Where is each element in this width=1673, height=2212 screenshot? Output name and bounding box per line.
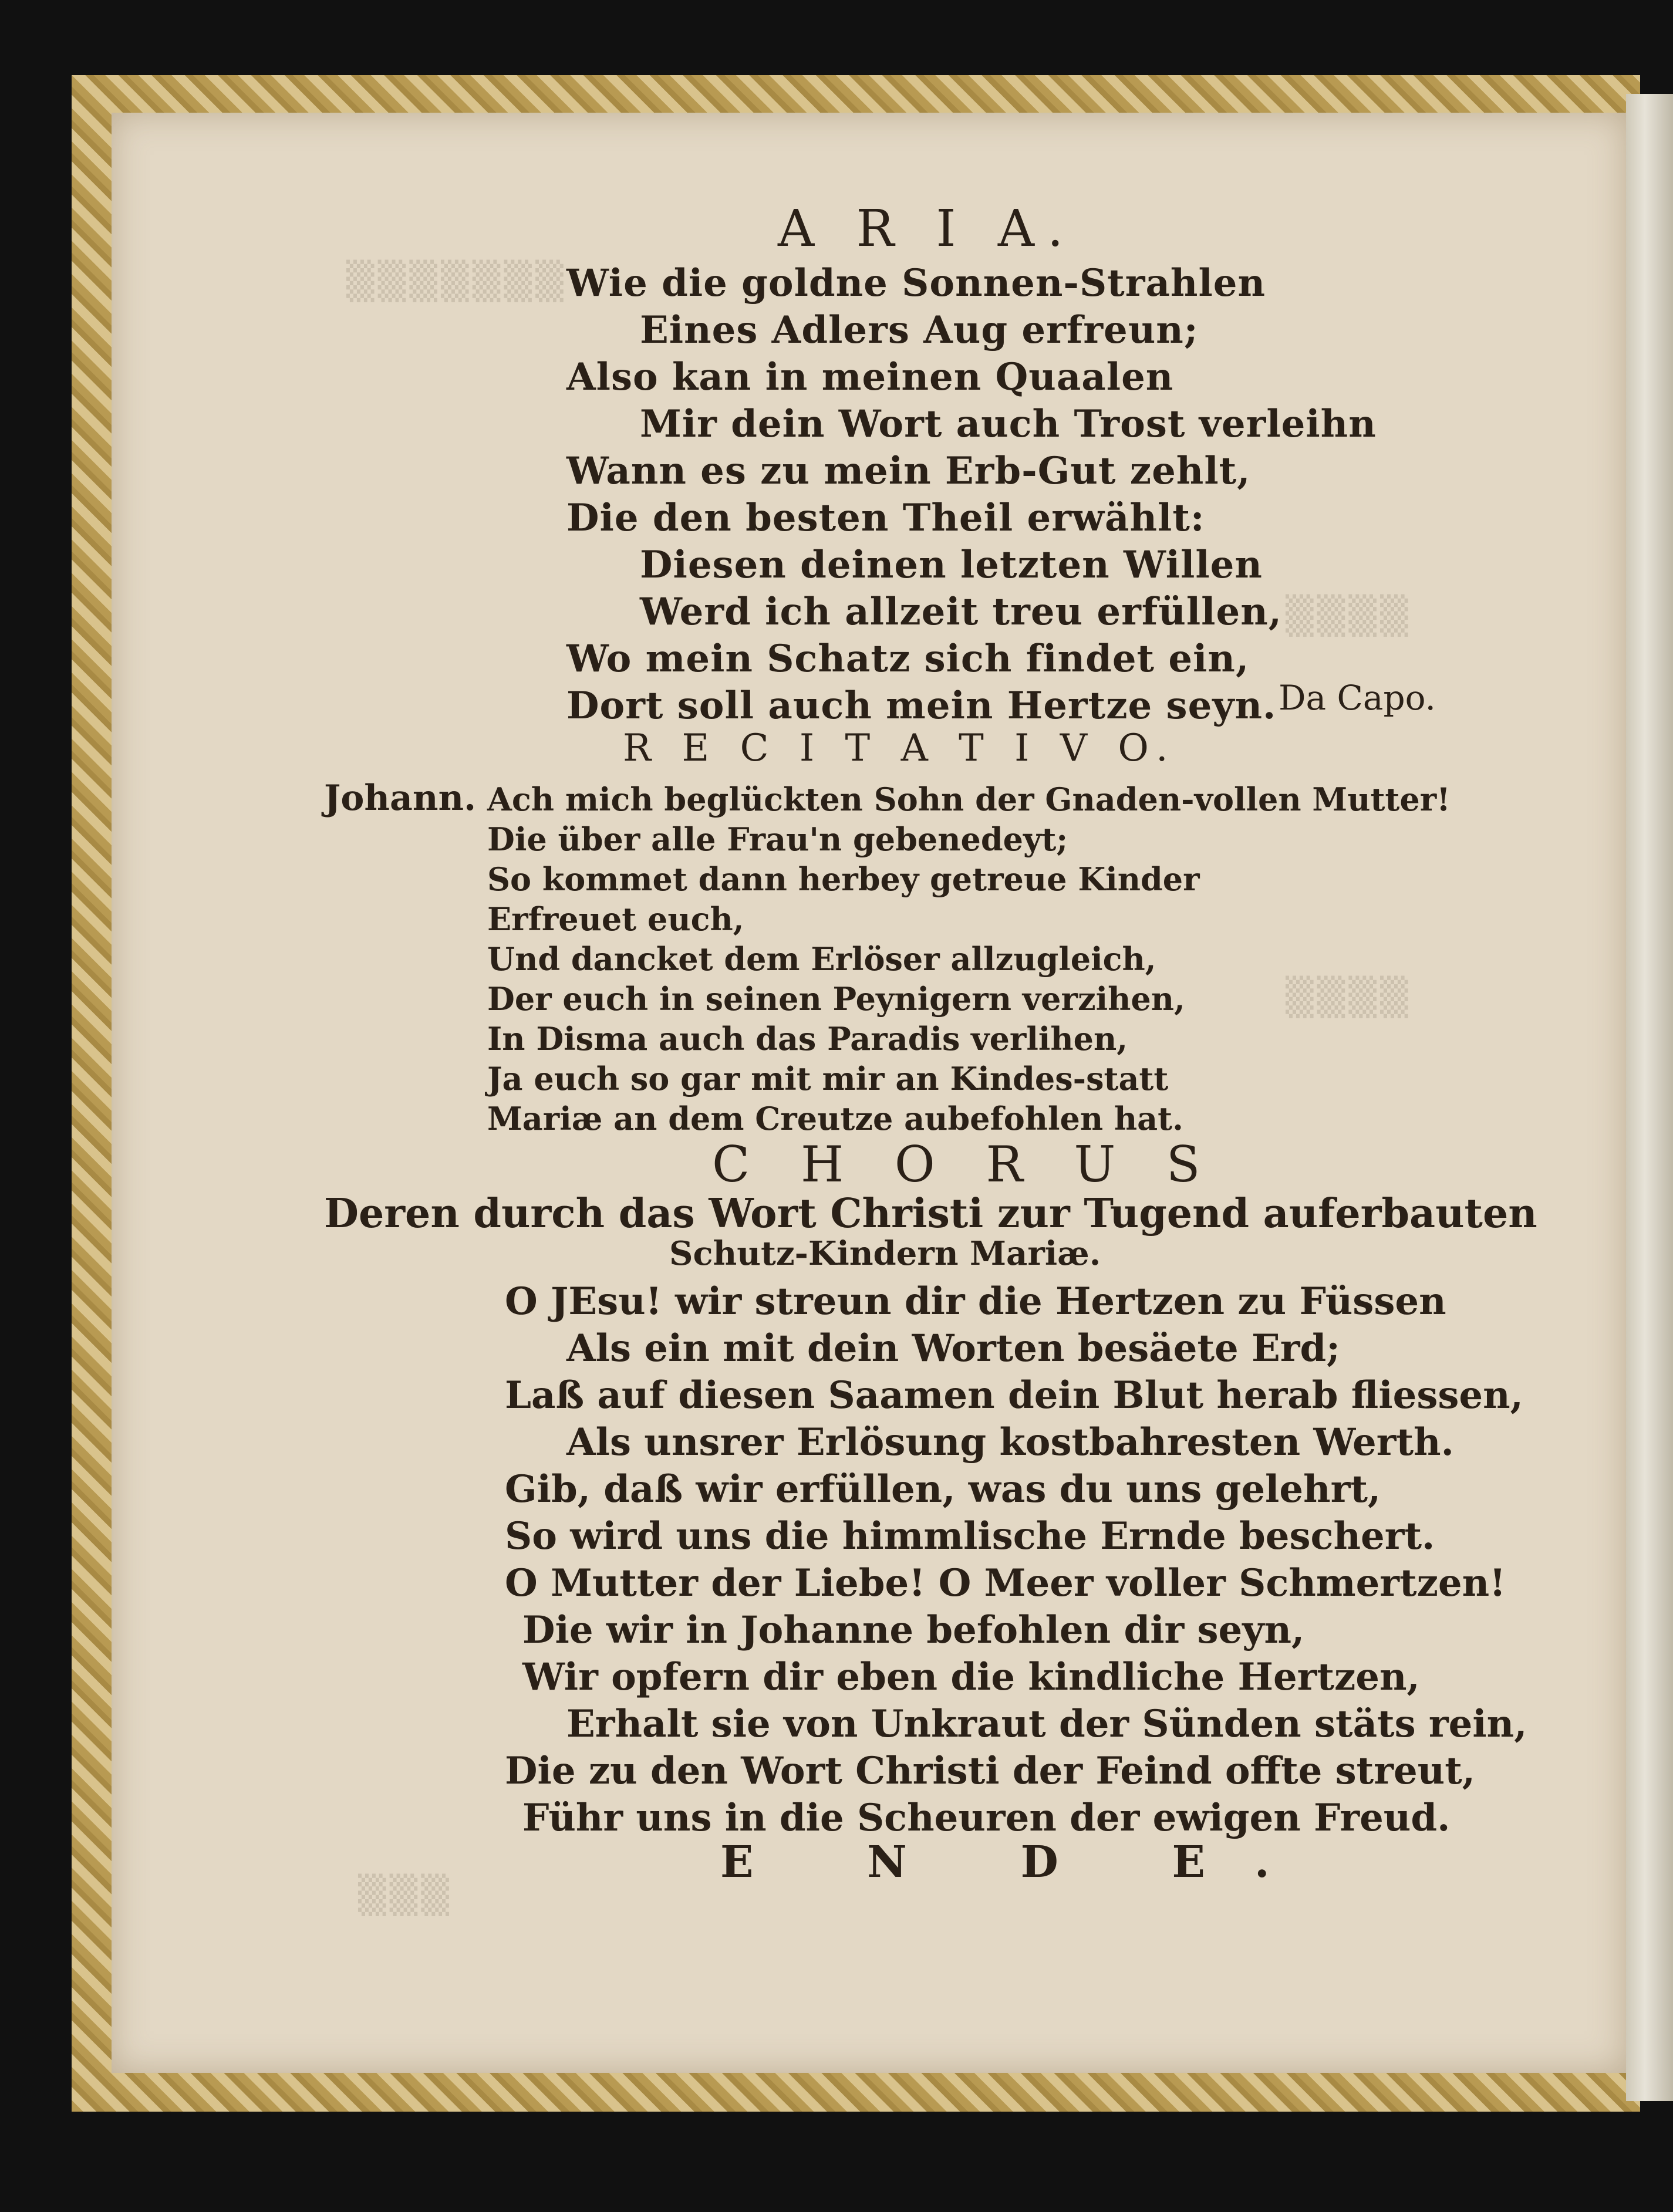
aria-line: Diesen deinen letzten Willen bbox=[640, 543, 1263, 587]
recitativo-line: Erfreuet euch, bbox=[487, 900, 744, 938]
bleed-through-text: ▒▒▒▒▒▒▒ bbox=[346, 259, 567, 302]
aria-line: Wo mein Schatz sich findet ein, bbox=[566, 637, 1250, 681]
chorus-line: Erhalt sie von Unkraut der Sünden stäts rein, bbox=[566, 1702, 1527, 1746]
chorus-line: O Mutter der Liebe! O Meer voller Schmertzen! bbox=[505, 1561, 1506, 1605]
aria-heading: A R I A. bbox=[778, 200, 1077, 258]
chorus-dedication-sub: Schutz-Kindern Mariæ. bbox=[669, 1234, 1101, 1273]
next-page-edge bbox=[1626, 94, 1673, 2101]
bleed-through-text: ▒▒▒▒ bbox=[1286, 975, 1412, 1018]
recitativo-line: Und dancket dem Erlöser allzugleich, bbox=[487, 940, 1156, 978]
chorus-line: Führ uns in die Scheuren der ewigen Freud. bbox=[522, 1796, 1451, 1840]
aria-line: Wie die goldne Sonnen-Strahlen bbox=[566, 261, 1266, 305]
recitativo-heading: R E C I T A T I V O. bbox=[623, 727, 1178, 770]
recitativo-line: Ach mich beglückten Sohn der Gnaden-vollen Mutter! bbox=[487, 781, 1451, 818]
chorus-line: O JEsu! wir streun dir die Hertzen zu Füssen bbox=[505, 1279, 1446, 1323]
recitativo-line: Der euch in seinen Peynigern verzihen, bbox=[487, 980, 1185, 1018]
bleed-through-text: ▒▒▒ bbox=[358, 1873, 453, 1916]
aria-line: Mir dein Wort auch Trost verleihn bbox=[640, 402, 1377, 446]
aria-line: Die den besten Theil erwählt: bbox=[566, 496, 1205, 540]
aria-line: Eines Adlers Aug erfreun; bbox=[640, 308, 1199, 352]
chorus-line: So wird uns die himmlische Ernde beschert. bbox=[505, 1514, 1435, 1558]
bleed-through-text: ▒▒▒▒ bbox=[1286, 594, 1412, 637]
chorus-heading: C H O R U S bbox=[712, 1136, 1218, 1193]
aria-line: Werd ich allzeit treu erfüllen, bbox=[640, 590, 1282, 634]
aria-line: Also kan in meinen Quaalen bbox=[566, 355, 1174, 399]
speaker-label: Johann. bbox=[324, 778, 477, 819]
da-capo: Da Capo. bbox=[1279, 678, 1436, 718]
chorus-line: Als unsrer Erlösung kostbahresten Werth. bbox=[566, 1420, 1454, 1464]
chorus-line: Die wir in Johanne befohlen dir seyn, bbox=[522, 1608, 1305, 1652]
aria-line: Wann es zu mein Erb-Gut zehlt, bbox=[566, 449, 1251, 493]
chorus-line: Laß auf diesen Saamen dein Blut herab fliessen, bbox=[505, 1373, 1523, 1417]
chorus-line: Gib, daß wir erfüllen, was du uns gelehrt, bbox=[505, 1467, 1381, 1511]
recitativo-line: So kommet dann herbey getreue Kinder bbox=[487, 860, 1200, 898]
recitativo-line: Mariæ an dem Creutze aubefohlen hat. bbox=[487, 1100, 1183, 1137]
recitativo-line: In Disma auch das Paradis verlihen, bbox=[487, 1020, 1128, 1058]
chorus-line: Als ein mit dein Worten besäete Erd; bbox=[566, 1326, 1340, 1370]
recitativo-line: Die über alle Frau'n gebenedeyt; bbox=[487, 820, 1068, 858]
ende-mark: E N D E. bbox=[720, 1837, 1319, 1887]
chorus-line: Wir opfern dir eben die kindliche Hertzen, bbox=[522, 1655, 1420, 1699]
recitativo-line: Ja euch so gar mit mir an Kindes-statt bbox=[487, 1060, 1169, 1097]
chorus-line: Die zu den Wort Christi der Feind offte streut, bbox=[505, 1749, 1476, 1793]
aria-line: Dort soll auch mein Hertze seyn. bbox=[566, 684, 1277, 728]
chorus-dedication: Deren durch das Wort Christi zur Tugend auferbauten bbox=[324, 1190, 1537, 1237]
